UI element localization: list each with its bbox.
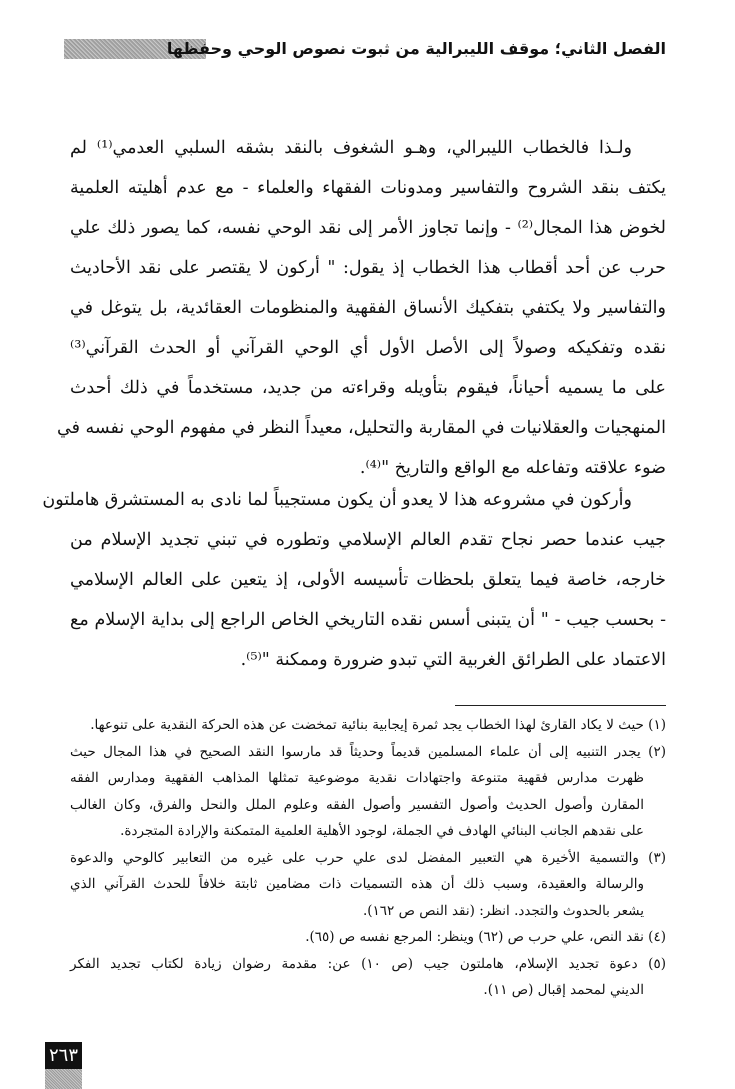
text-line: جيب عندما حصر نجاح تقدم العالم الإسلامي وتطوره في تبني تجديد الإسلام من: [70, 530, 666, 550]
running-header: [64, 36, 666, 62]
footnote-4: (٤) نقد النص، علي حرب ص (٦٢) وينظر: المرجع نفسه ص (٦٥).: [305, 929, 666, 945]
footnote-5: (٥) دعوة تجديد الإسلام، هاملتون جيب (ص ١٠) عن: مقدمة رضوان زيادة لكتاب تجديد الفكر: [70, 955, 666, 972]
footnote-3: (٣) والتسمية الأخيرة هي التعبير المفضل لدى علي حرب على غيره من التعابير كالوحي والدعوة: [70, 849, 666, 866]
footnotes: [70, 712, 666, 1004]
chapter-title: الفصل الثاني؛ موقف الليبرالية من ثبوت نصوص الوحي وحفظها: [166, 39, 666, 58]
footnote-2-line: المقارن وأصول الحديث وأصول التفسير وأصول الفقه وعلوم الملل والنحل والفرق، وكان الغالب: [70, 796, 644, 813]
paragraph-2: [42, 480, 666, 680]
text-line: خارجه، خاصة فيما يتعلق بلحظات تأسيسه الأولى، إذ يتعين على العالم الإسلامي: [70, 570, 666, 590]
text-line: وأركون في مشروعه هذا لا يعدو أن يكون مستجيباً لما نادى به المستشرق هاملتون: [42, 490, 632, 510]
text-line: ولـذا فالخطاب الليبرالي، وهـو الشغوف بالنقد بشقه السلبي العدمي⁽¹⁾ لم: [70, 138, 632, 158]
footnote-1: (١) حيث لا يكاد القارئ لهذا الخطاب يجد ثمرة إيجابية بنائية تمخضت عن هذه الحركة النقدية على تنوعها.: [90, 717, 666, 733]
page-number-decorative-bar: [45, 1069, 82, 1089]
text-line: لخوض هذا المجال⁽²⁾ - وإنما تجاوز الأمر إلى نقد الوحي نفسه، كما يصور ذلك علي: [70, 218, 666, 238]
page-number: ٢٦٣: [45, 1042, 82, 1069]
footnote-3-line: والرسالة والعقيدة، وسبب ذلك أن هذه التسميات ذات مضامين ثابتة خلافاً للحدث القرآني الذي: [70, 876, 644, 892]
text-line: نقده وتفكيكه وصولاً إلى الأصل الأول أي الوحي القرآني أو الحدث القرآني⁽³⁾: [70, 338, 666, 358]
footnote-3-line: يشعر بالحدوث والتجدد. انظر: (نقد النص ص ١٦٢).: [362, 902, 644, 919]
footnote-separator: [455, 705, 666, 706]
text-line: الاعتماد على الطرائق الغربية التي تبدو ضرورة وممكنة "⁽⁵⁾.: [240, 650, 666, 670]
text-line: - بحسب جيب - " أن يتبنى أسس نقده التاريخي الخاص الراجع إلى بداية الإسلام مع: [70, 610, 666, 630]
text-line: والتفاسير ولا يكتفي بتفكيك الأنساق الفقهية والمنظومات العقائدية، بل يتوغل في: [70, 298, 666, 318]
text-line: حرب عن أحد أقطاب هذا الخطاب إذ يقول: " أركون لا يقتصر على نقد الأحاديث: [70, 258, 666, 278]
text-line: يكتف بنقد الشروح والتفاسير ومدونات الفقهاء والعلماء - مع عدم أهليته العلمية: [70, 178, 666, 198]
footnote-2-line: على نقدهم الجانب البنائي الهادف في الجملة، لوجود الأهلية العلمية المتمكنة والإرادة المتجردة.: [120, 823, 644, 839]
text-line: المنهجيات والعقلانيات في المقاربة والتحليل، معيداً النظر في مفهوم الوحي نفسه في: [57, 418, 666, 438]
paragraph-1: [57, 128, 666, 488]
text-line: ضوء علاقته وتفاعله مع الواقع والتاريخ "⁽⁴⁾.: [359, 458, 666, 478]
footnote-2-line: ظهرت مدارس فقهية متنوعة واجتهادات نقدية موضوعية تمثلها المذاهب الفقهية ومدارس الفقه: [70, 770, 644, 786]
text-line: على ما يسميه أحياناً، فيقوم بتأويله وقراءته من جديد، مستخدماً في ذلك أحدث: [70, 378, 666, 398]
footnote-2: (٢) يجدر التنبيه إلى أن علماء المسلمين قديماً وحديثاً قد مارسوا النقد الصحيح في هذا المجال حيث: [70, 743, 666, 760]
footnote-5-line: الديني لمحمد إقبال (ص ١١).: [483, 982, 644, 998]
